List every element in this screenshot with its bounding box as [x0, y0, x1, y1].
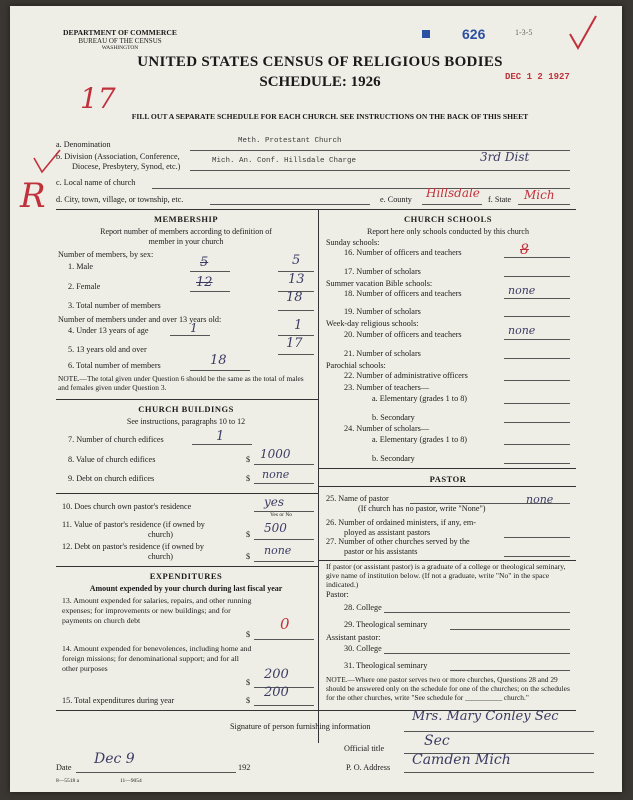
q11-label: 11. Value of pastor's residence (if owned by [62, 520, 205, 529]
q6-total-value: 18 [210, 353, 227, 368]
q9-label: 9. Debt on church edifices [68, 474, 155, 483]
q3-total-label: 3. Total number of members [68, 301, 161, 310]
q2-female-value: 13 [288, 272, 305, 287]
q12-label-2: church) [148, 552, 174, 561]
q23-label: 23. Number of teachers— [344, 383, 430, 392]
division-value: Mich. An. Conf. Hillsdale Charge [212, 157, 357, 165]
q12-value: none [264, 544, 292, 557]
q8-label: 8. Value of church edifices [68, 455, 156, 464]
pastor-note: NOTE.—Where one pastor serves two or more churches, Questions 28 and 29 should be answered only on the schedule for one of the churches; on the schedules for the other churches, write "See schedule for __________ church." [326, 675, 570, 702]
pastor-sub-label: Pastor: [326, 590, 349, 599]
q24b-label: b. Secondary [372, 454, 415, 463]
membership-title: MEMBERSHIP [153, 214, 219, 224]
q26-label: 26. Number of ordained ministers, if any, em- [326, 518, 476, 527]
checkmark-icon [568, 14, 598, 52]
weekday-schools-label: Week-day religious schools: [326, 319, 419, 328]
q12-dollar: $ [246, 552, 251, 561]
q23a-label: a. Elementary (grades 1 to 8) [372, 394, 468, 403]
q20-value: none [508, 324, 536, 337]
department-label: DEPARTMENT OF COMMERCE [63, 28, 177, 37]
q29-label: 29. Theological seminary [344, 620, 428, 629]
q3-total-value: 18 [286, 290, 303, 305]
q7-label: 7. Number of church edifices [68, 435, 164, 444]
instruction-line: FILL OUT A SEPARATE SCHEDULE FOR EACH CHURCH. SEE INSTRUCTIONS ON THE BACK OF THIS SHEET [131, 112, 529, 121]
schools-title: CHURCH SCHOOLS [404, 214, 492, 224]
q24a-label: a. Elementary (grades 1 to 8) [372, 435, 468, 444]
q5-over13-value: 17 [286, 336, 303, 351]
q11-label-2: church) [148, 530, 174, 539]
red-marker-number: 17 [80, 82, 116, 115]
q18-label: 18. Number of officers and teachers [344, 289, 462, 298]
q15-value: 200 [264, 685, 289, 700]
q18-value: none [508, 284, 536, 297]
membership-sub-2: member in your church [148, 237, 224, 246]
q19-label: 19. Number of scholars [344, 307, 421, 316]
q22-label: 22. Number of administrative officers [344, 371, 468, 380]
q27-label-2: pastor or his assistants [344, 547, 418, 556]
state-value: Mich [524, 188, 555, 202]
pastor-title: PASTOR [429, 474, 467, 484]
q7-value: 1 [216, 429, 225, 444]
stamp-number: 626 [462, 26, 486, 42]
denomination-label: a. Denomination [56, 140, 111, 149]
form-title: UNITED STATES CENSUS OF RELIGIOUS BODIES [137, 54, 503, 70]
year-label: 192 [238, 763, 251, 772]
membership-sub-1: Report number of members according to definition of [100, 227, 272, 236]
q8-dollar: $ [246, 455, 251, 464]
q20-label: 20. Number of officers and teachers [344, 330, 462, 339]
q4-under13-label: 4. Under 13 years of age [68, 326, 149, 335]
q10-value: yes [264, 495, 285, 509]
division-handwritten: 3rd Dist [480, 150, 530, 164]
q11-value: 500 [264, 521, 287, 535]
city-label: WASHINGTON [101, 45, 139, 51]
schools-sub: Report here only schools conducted by this church [367, 227, 529, 236]
q14-label: 14. Amount expended for benevolences, including home and foreign missions; for denominational support; and for all other purposes [62, 644, 252, 673]
division-label: b. Division (Association, Conference, [56, 152, 180, 161]
signature-value: Mrs. Mary Conley Sec [412, 709, 559, 724]
q4-mid-value: 1 [190, 321, 198, 335]
q5-over13-label: 5. 13 years old and over [68, 345, 147, 354]
q21-label: 21. Number of scholars [344, 349, 421, 358]
assistant-sub-label: Assistant pastor: [326, 633, 381, 642]
form-schedule: SCHEDULE: 1926 [259, 74, 381, 90]
form-code: 8—5518 a [56, 778, 80, 784]
county-label: e. County [380, 195, 412, 204]
q24-label: 24. Number of scholars— [344, 424, 430, 433]
bureau-label: BUREAU OF THE CENSUS [78, 37, 162, 45]
q14-dollar: $ [246, 678, 251, 687]
buildings-sub: See instructions, paragraphs 10 to 12 [126, 417, 246, 426]
q16-value: 8 [520, 242, 529, 258]
q15-label: 15. Total expenditures during year [62, 696, 175, 705]
q13-dollar: $ [246, 630, 251, 639]
q9-value: none [262, 468, 290, 481]
q31-label: 31. Theological seminary [344, 661, 428, 670]
stamp-mark-icon [422, 30, 430, 38]
q23b-label: b. Secondary [372, 413, 415, 422]
form-code-2: 11—9054 [120, 778, 142, 784]
q2-female-label: 2. Female [68, 282, 101, 291]
q27-label: 27. Number of other churches served by the [326, 537, 470, 546]
red-marker-letter: R [20, 176, 46, 216]
date-stamp: DEC 1 2 1927 [505, 72, 570, 82]
q10-hint: Yes or No [270, 512, 293, 518]
parochial-schools-label: Parochial schools: [326, 361, 386, 370]
q8-value: 1000 [260, 447, 291, 461]
signature-label: Signature of person furnishing information [230, 722, 371, 731]
q1-struck-value: 5 [200, 255, 209, 270]
graduate-note: If pastor (or assistant pastor) is a graduate of a college or theological seminary, give name of institution below. (If not a graduate, write "No" in the space indicated.) [326, 562, 566, 589]
q9-dollar: $ [246, 474, 251, 483]
q14-value: 200 [264, 667, 289, 682]
q25-label: 25. Name of pastor [326, 494, 389, 503]
buildings-title: CHURCH BUILDINGS [138, 404, 234, 414]
q12-label: 12. Debt on pastor's residence (if owned by [62, 542, 204, 551]
q28-label: 28. College [344, 603, 382, 612]
q1-male-label: 1. Male [68, 262, 94, 271]
q2-struck-value: 12 [196, 275, 213, 290]
po-address-label: P. O. Address [346, 763, 391, 772]
q6-total-label: 6. Total number of members [68, 361, 161, 370]
members-by-age-label: Number of members under and over 13 years old: [58, 315, 222, 324]
members-by-sex-label: Number of members, by sex: [58, 250, 154, 259]
expenditures-sub: Amount expended by your church during last fiscal year [89, 584, 283, 593]
expenditures-title: EXPENDITURES [149, 571, 223, 581]
county-value: Hillsdale [426, 186, 480, 200]
division-label-2: Diocese, Presbytery, Synod, etc.) [72, 162, 181, 171]
q15-dollar: $ [246, 696, 251, 705]
q10-label: 10. Does church own pastor's residence [62, 502, 192, 511]
q13-label: 13. Amount expended for salaries, repairs, and other running expenses; for improvements or new buildings; and for payments on church debt [62, 596, 252, 625]
date-value: Dec 9 [94, 751, 135, 767]
q11-dollar: $ [246, 530, 251, 539]
q16-label: 16. Number of officers and teachers [344, 248, 462, 257]
q26-label-2: ployed as assistant pastors [344, 528, 431, 537]
membership-note: NOTE.—The total given under Question 6 should be the same as the total of males and females given under Question 3. [58, 374, 304, 392]
stamp-code: 1-3-5 [515, 28, 533, 37]
red-check-icon [30, 146, 70, 186]
q25-hint: (If church has no pastor, write "None") [358, 504, 486, 513]
denomination-value: Meth. Protestant Church [238, 137, 342, 145]
summer-schools-label: Summer vacation Bible schools: [326, 279, 433, 288]
official-title-label: Official title [344, 744, 385, 753]
q13-value: 0 [280, 615, 290, 633]
po-address-value: Camden Mich [412, 752, 511, 768]
q4-under13-value: 1 [294, 318, 303, 333]
state-label: f. State [488, 195, 512, 204]
q30-label: 30. College [344, 644, 382, 653]
city-town-label: d. City, town, village, or township, etc. [56, 195, 184, 204]
q1-male-value: 5 [292, 253, 301, 268]
date-label: Date [56, 763, 72, 772]
q17-label: 17. Number of scholars [344, 267, 421, 276]
sunday-schools-label: Sunday schools: [326, 238, 380, 247]
official-title-value: Sec [424, 733, 450, 749]
census-schedule-paper [10, 6, 622, 792]
local-name-label: c. Local name of church [56, 178, 136, 187]
q25-value: none [526, 493, 554, 506]
